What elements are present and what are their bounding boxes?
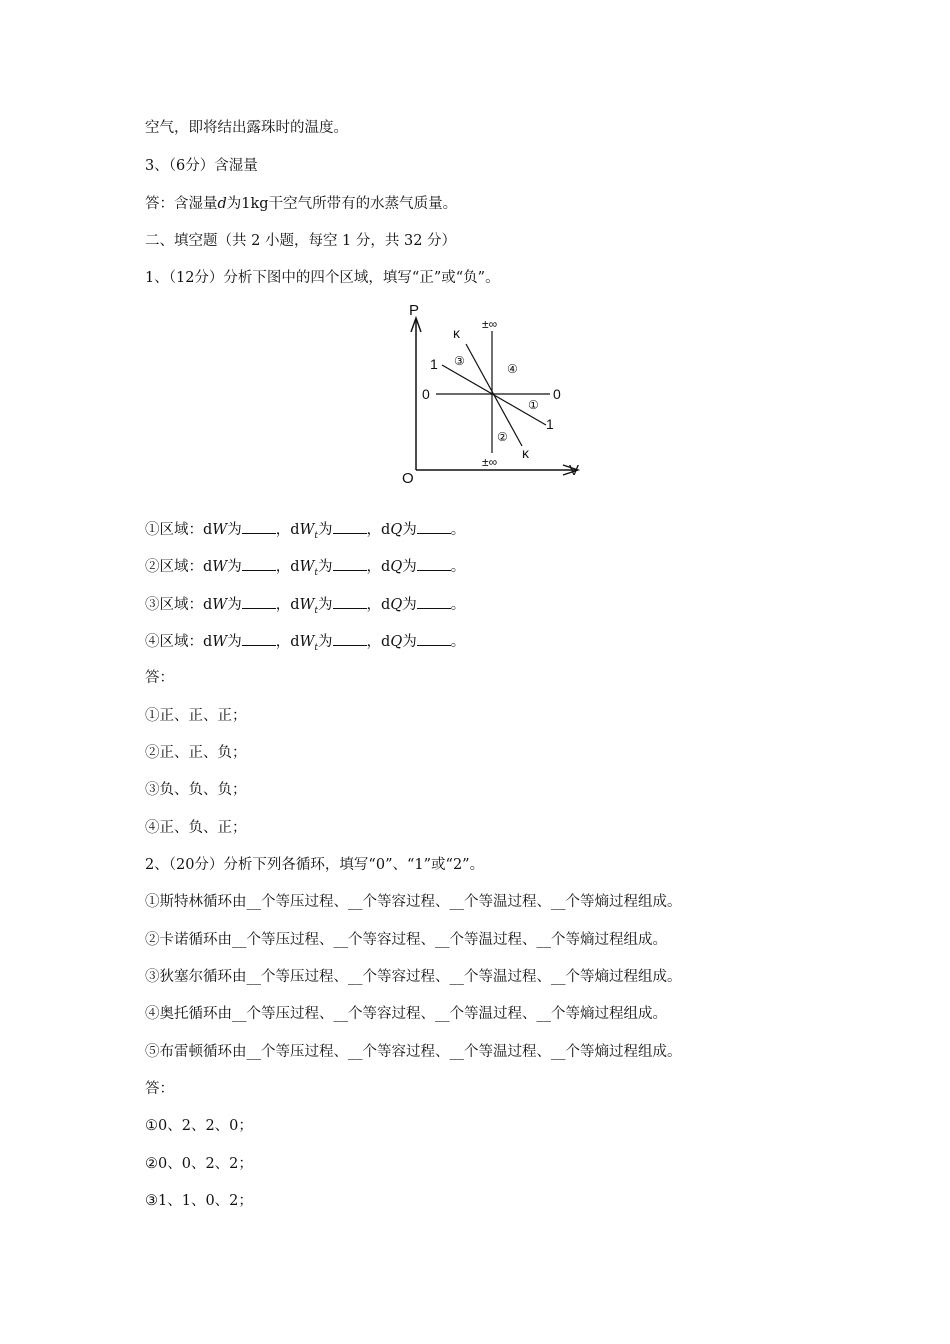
- region-num: ①: [145, 522, 160, 538]
- region-text: 为: [227, 559, 242, 575]
- region-text: 为: [318, 634, 333, 650]
- symbol-wt: W: [299, 522, 315, 538]
- symbol-w: W: [212, 597, 228, 613]
- zero-left-label: 0: [422, 386, 430, 402]
- q3-answer-symbol: d: [217, 196, 227, 212]
- symbol-q: Q: [390, 597, 403, 613]
- region-text: 区域：d: [159, 597, 213, 613]
- symbol-t-subscript: t: [314, 642, 319, 653]
- region-question-2: [145, 556, 465, 583]
- region-text: 区域：d: [159, 559, 213, 575]
- region-text: ，d: [366, 634, 391, 650]
- q3-answer-suffix: 为1kg干空气所带有的水蒸气质量。: [226, 196, 458, 212]
- axis-p-label: P: [409, 302, 420, 319]
- region-text: ，d: [366, 522, 391, 538]
- continuation-text: 空气，即将结出露珠时的温度。: [145, 120, 348, 136]
- answer-blank[interactable]: [242, 594, 276, 609]
- answer-blank[interactable]: [333, 594, 367, 609]
- symbol-wt: W: [299, 559, 315, 575]
- region-question-1: [145, 519, 465, 546]
- fill2-item-3: ③狄塞尔循环由__个等压过程、__个等容过程、__个等温过程、__个等熵过程组成。: [145, 969, 682, 985]
- region-text: ，d: [275, 522, 300, 538]
- section2-heading: 二、填空题（共 2 小题，每空 1 分，共 32 分）: [145, 233, 457, 249]
- region-text: 为: [227, 597, 242, 613]
- fill2-answer-1: ①0、2、2、0；: [145, 1118, 253, 1134]
- region-text: ，d: [366, 559, 391, 575]
- symbol-q: Q: [390, 559, 403, 575]
- fill1-answer-label: 答：: [145, 670, 174, 686]
- answer-blank[interactable]: [333, 631, 367, 646]
- region-text: 为: [318, 522, 333, 538]
- region-4-label: ④: [507, 362, 518, 376]
- symbol-t-subscript: t: [314, 605, 319, 616]
- fill2-heading: 2、（20分）分析下列各循环，填写“0”、“1”或“2”。: [145, 857, 485, 873]
- pm-inf-top-label: ±∞: [482, 317, 498, 331]
- fill1-answer-3: ③负、负、负；: [145, 782, 247, 798]
- symbol-q: Q: [390, 634, 403, 650]
- pv-diagram: [400, 298, 590, 488]
- zero-right-label: 0: [553, 386, 561, 402]
- symbol-wt: W: [299, 634, 315, 650]
- answer-blank[interactable]: [417, 556, 451, 571]
- fill2-answer-2: ②0、0、2、2；: [145, 1156, 253, 1172]
- answer-blank[interactable]: [417, 594, 451, 609]
- symbol-w: W: [212, 522, 228, 538]
- region-text: 区域：d: [159, 634, 213, 650]
- region-text: 为: [318, 597, 333, 613]
- region-text: 为: [402, 597, 417, 613]
- region-text: ，d: [275, 559, 300, 575]
- region-text: 。: [450, 522, 466, 538]
- region-text: 为: [402, 559, 417, 575]
- answer-blank[interactable]: [242, 519, 276, 534]
- kappa-top-label: κ: [453, 325, 460, 341]
- answer-blank[interactable]: [242, 631, 276, 646]
- one-right-label: 1: [546, 416, 554, 432]
- fill1-answer-1: ①正、正、正；: [145, 708, 247, 724]
- region-text: ，d: [275, 634, 300, 650]
- fill1-answer-2: ②正、正、负；: [145, 745, 247, 761]
- symbol-wt: W: [299, 597, 315, 613]
- pm-inf-bottom-label: ±∞: [482, 455, 498, 469]
- fill2-answer-3: ③1、1、0、2；: [145, 1193, 253, 1209]
- region-text: 。: [450, 634, 466, 650]
- answer-blank[interactable]: [242, 556, 276, 571]
- axis-v-label: V: [569, 462, 580, 479]
- region-text: 为: [227, 522, 242, 538]
- q3-answer: [145, 194, 457, 214]
- region-question-4: [145, 631, 465, 658]
- region-text: ，d: [366, 597, 391, 613]
- one-left-label: 1: [430, 356, 438, 372]
- symbol-t-subscript: t: [314, 567, 319, 578]
- region-num: ④: [145, 634, 160, 650]
- region-2-label: ②: [497, 430, 508, 444]
- answer-blank[interactable]: [333, 519, 367, 534]
- region-text: 为: [318, 559, 333, 575]
- symbol-w: W: [212, 559, 228, 575]
- region-1-label: ①: [528, 398, 539, 412]
- fill2-item-2: ②卡诺循环由__个等压过程、__个等容过程、__个等温过程、__个等熵过程组成。: [145, 932, 667, 948]
- answer-blank[interactable]: [333, 556, 367, 571]
- symbol-q: Q: [390, 522, 403, 538]
- symbol-t-subscript: t: [314, 530, 319, 541]
- symbol-w: W: [212, 634, 228, 650]
- answer-blank[interactable]: [417, 519, 451, 534]
- q3-answer-prefix: 答：含湿量: [145, 196, 218, 212]
- fill2-item-4: ④奥托循环由__个等压过程、__个等容过程、__个等温过程、__个等熵过程组成。: [145, 1006, 667, 1022]
- q3-heading: 3、（6分）含湿量: [145, 158, 258, 174]
- region-text: 为: [402, 634, 417, 650]
- region-num: ③: [145, 597, 160, 613]
- region-num: ②: [145, 559, 160, 575]
- region-3-label: ③: [454, 354, 465, 368]
- region-text: 为: [402, 522, 417, 538]
- region-question-3: [145, 594, 465, 621]
- fill1-answer-4: ④正、负、正；: [145, 820, 247, 836]
- region-text: ，d: [275, 597, 300, 613]
- kappa-bottom-label: κ: [522, 445, 529, 461]
- answer-blank[interactable]: [417, 631, 451, 646]
- region-text: 为: [227, 634, 242, 650]
- region-text: 。: [450, 597, 466, 613]
- adiabat-line-k: [466, 344, 522, 446]
- origin-label: O: [402, 470, 414, 487]
- fill2-item-1: ①斯特林循环由__个等压过程、__个等容过程、__个等温过程、__个等熵过程组成。: [145, 894, 682, 910]
- region-text: 区域：d: [159, 522, 213, 538]
- fill1-heading: 1、（12分）分析下图中的四个区域，填写“正”或“负”。: [145, 270, 500, 286]
- fill2-item-5: ⑤布雷顿循环由__个等压过程、__个等容过程、__个等温过程、__个等熵过程组成。: [145, 1044, 682, 1060]
- fill2-answer-label: 答：: [145, 1081, 174, 1097]
- region-text: 。: [450, 559, 466, 575]
